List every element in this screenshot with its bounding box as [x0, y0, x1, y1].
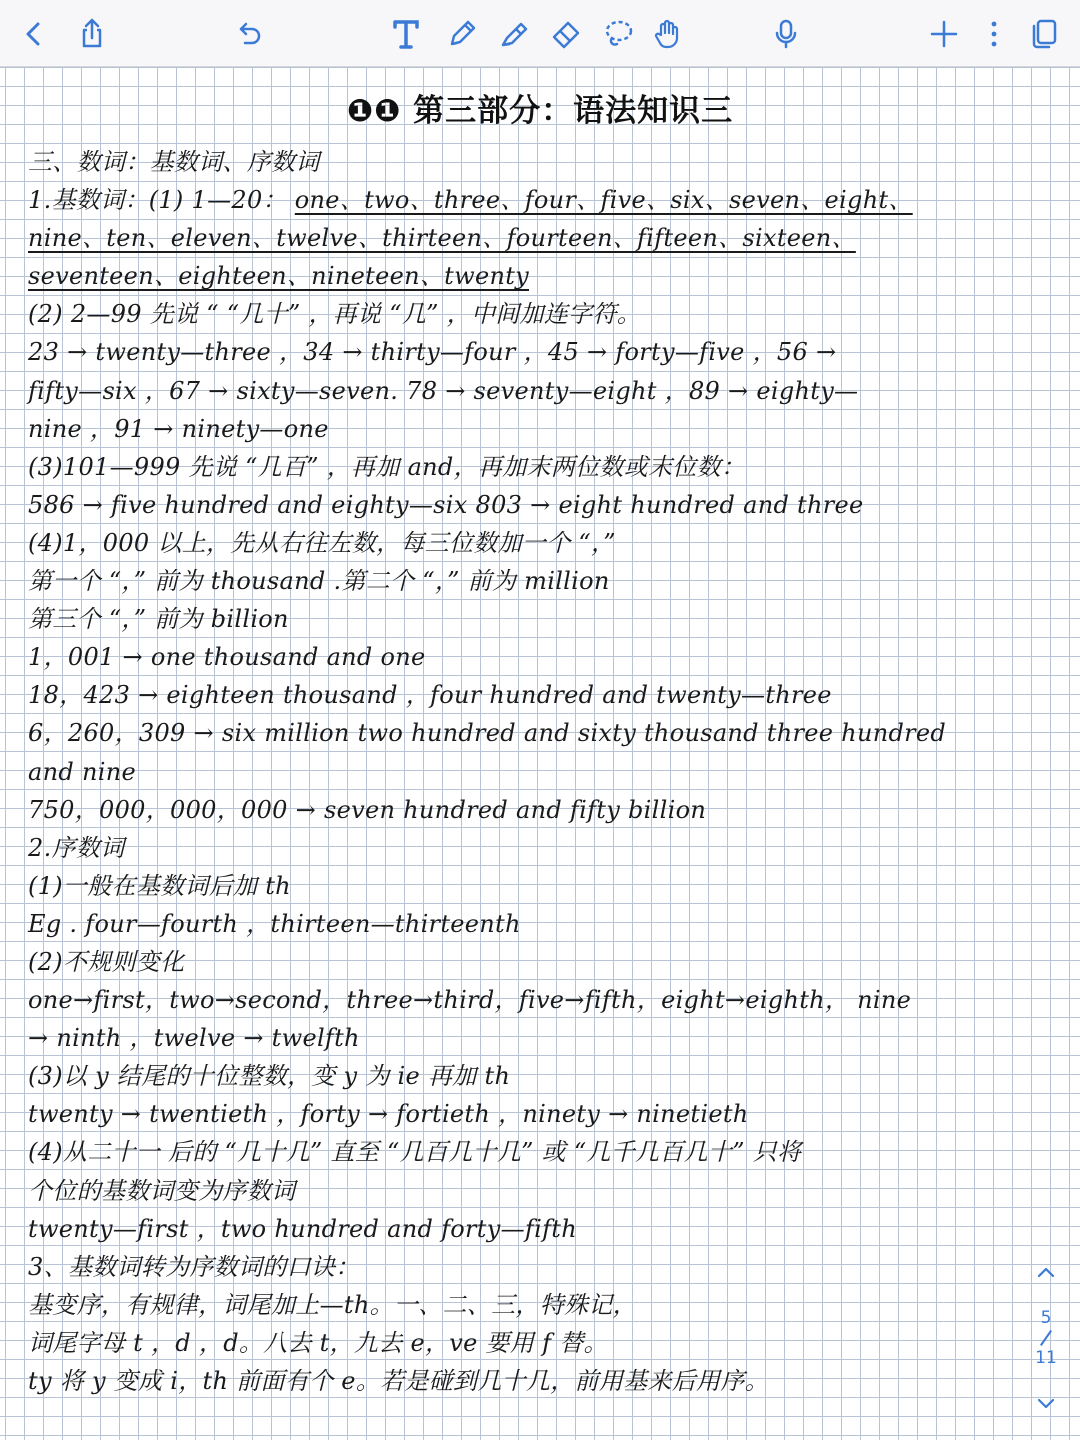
- hand-icon[interactable]: [648, 14, 688, 54]
- pages-icon[interactable]: [1024, 14, 1064, 54]
- note-line: nine、ten、eleven、twelve、thirteen、fourteen、fifteen、sixteen、: [28, 224, 856, 253]
- note-line: one→first，two→second，three→third，five→fifth，eight→eighth， nine: [28, 986, 912, 1015]
- share-icon[interactable]: [72, 14, 112, 54]
- current-page-number: 5: [1040, 1308, 1052, 1328]
- handwritten-notes: [28, 143, 1028, 1400]
- note-line: 1，001 → one thousand and one: [28, 643, 426, 672]
- page-indicator: [1026, 1262, 1066, 1422]
- chevron-down-icon[interactable]: [1035, 1392, 1057, 1418]
- note-line: (2)不规则变化: [28, 947, 185, 976]
- total-page-count: 11: [1035, 1348, 1057, 1368]
- note-line: nine ，91 → ninety—one: [28, 414, 329, 443]
- note-line: 2.序数词: [28, 833, 125, 862]
- note-line: 3、基数词转为序数词的口诀：: [28, 1252, 360, 1281]
- note-line: twenty → twentieth ，forty → fortieth ，ninety → ninetieth: [28, 1100, 749, 1129]
- note-line: 基变序，有规律，词尾加上—th。一、二、三，特殊记，: [28, 1290, 637, 1319]
- undo-icon[interactable]: [229, 14, 269, 54]
- note-line: [28, 257, 1028, 295]
- note-line: → ninth ，twelve → twelfth: [28, 1024, 360, 1053]
- page-title: ❶❶ 第三部分：语法知识三: [346, 93, 734, 129]
- back-icon[interactable]: [14, 14, 54, 54]
- note-line: (4)从二十一 后的 “几十几” 直至 “几百几十几” 或 “几千几百几十” 只将: [28, 1138, 802, 1167]
- chevron-up-icon[interactable]: [1035, 1262, 1057, 1288]
- note-line: 586 → five hundred and eighty—six 803 → eight hundred and three: [28, 490, 864, 519]
- note-line: (2) 2—99 先说 “ “几十” ，再说 “几” ，中间加连字符。: [28, 300, 642, 329]
- note-line: and nine: [28, 757, 136, 786]
- page-divider: [1040, 1330, 1052, 1346]
- eraser-icon[interactable]: [546, 14, 586, 54]
- note-line: 三、数词：基数词、序数词: [28, 148, 320, 176]
- underlined-number-words: seventeen、eighteen、nineteen、twenty: [28, 262, 530, 291]
- more-icon[interactable]: [974, 14, 1014, 54]
- note-line: (3)101—999 先说 “几百” ，再加 and，再加末两位数或末位数：: [28, 452, 746, 481]
- note-line: (1)一般在基数词后加 th: [28, 871, 291, 900]
- note-line: [28, 181, 1028, 219]
- note-line: 750，000，000，000 → seven hundred and fifty billion: [28, 795, 707, 824]
- note-line: 18，423 → eighteen thousand ，four hundred and twenty—three: [28, 681, 832, 710]
- add-icon[interactable]: [924, 14, 964, 54]
- underlined-number-words: one、two、three、four、five、six、seven、eight、: [294, 186, 913, 215]
- note-line: 6，260，309 → six million two hundred and sixty thousand three hundred: [28, 719, 947, 748]
- note-line: 第三个 “，” 前为 billion: [28, 605, 289, 634]
- note-line: (4)1，000 以上，先从右往左数，每三位数加一个 “，”: [28, 528, 616, 557]
- note-page[interactable]: [0, 67, 1080, 1440]
- note-line: Eg . four—fourth ，thirteen—thirteenth: [28, 909, 521, 938]
- microphone-icon[interactable]: [766, 14, 806, 54]
- note-line: twenty—first ，two hundred and forty—fifth: [28, 1214, 577, 1243]
- note-line: 词尾字母 t ，d ，d。八去 t，九去 e，ve 要用 f 替。: [28, 1328, 608, 1357]
- lasso-icon[interactable]: [598, 14, 638, 54]
- highlighter-icon[interactable]: [494, 14, 534, 54]
- note-line: (3)以 y 结尾的十位整数，变 y 为 ie 再加 th: [28, 1062, 511, 1091]
- pen-icon[interactable]: [442, 14, 482, 54]
- text-tool-icon[interactable]: [386, 14, 426, 54]
- note-line: 个位的基数词变为序数词: [28, 1176, 296, 1205]
- note-line-text: 1.基数词：(1) 1—20：: [28, 186, 287, 215]
- note-line: 第一个 “，” 前为 thousand .第二个 “，” 前为 million: [28, 567, 610, 596]
- note-line: fifty—six ，67 → sixty—seven. 78 → seventy—eight ，89 → eighty—: [28, 376, 859, 405]
- note-line: 23 → twenty—three ，34 → thirty—four ，45 → forty—five ，56 →: [28, 338, 837, 367]
- toolbar: [0, 0, 1080, 67]
- note-line: ty 将 y 变成 i，th 前面有个 e。若是碰到几十几，前用基来后用序。: [28, 1367, 769, 1395]
